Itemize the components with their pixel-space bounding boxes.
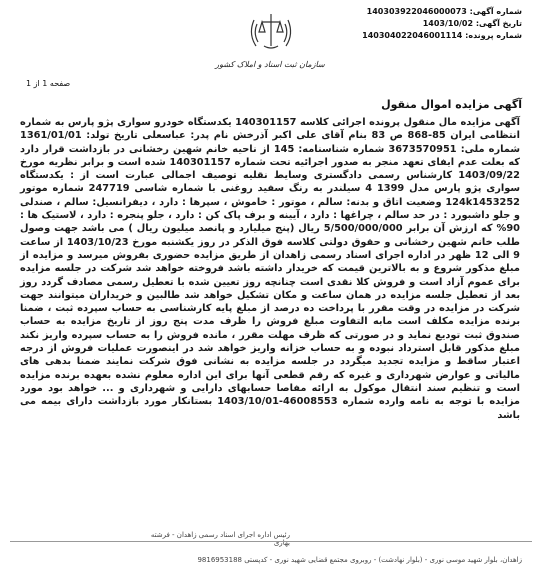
ad-date-label: تاریخ آگهی: (475, 19, 522, 28)
ad-number-value: 140303922046000073 (366, 7, 467, 16)
page-number: صفحه 1 از 1 (26, 79, 71, 88)
organization-name: سازمان ثبت اسناد و املاک کشور (215, 60, 325, 69)
judiciary-emblem-icon (196, 6, 346, 86)
signature-label: رئیس اداره اجرای اسناد رسمی زاهدان - فرشته بهاری (150, 531, 290, 547)
notice-title: آگهی مزایده اموال منقول (381, 98, 522, 111)
footer-divider (10, 541, 532, 542)
case-number-label: شماره پرونده: (465, 31, 522, 40)
notice-body: آگهی مزایده مال منقول پرونده اجرائی کلاسه 140301157 یکدستگاه خودرو سواری پژو پارس به شماره انتظامی ایران 85-868 ص 83 بنام آقای علی اکبر آذرخش نام پدر: عباسعلی تاریخ تولد: 1361/01/01 شماره ملی: 3673570951 شماره شناسنامه: 145 از ناحیه خانم شهین رخشانی در بازداشت قرار دارد که بعلت عدم ایفای تعهد منجر به صدور اجرائیه تحت شماره 140301157 شده است و برابر نظریه مورخ 1403/09/22 کارشناس رسمی دادگستری وسایط نقلیه توصیف اجمالی عبارت است از : یکدستگاه سواری پژو پارس مدل 1399 4 سیلندر به رنگ سفید روغنی با شماره شاسی 247719 شماره موتور 124k1453252 وضعیت اتاق و بدنه: سالم ، موتور : خاموش ، سپرها : دارد ، دیفرانسیل: سالم ، صندلی و جلو داشبورد : در حد سالم ، چراغها : دارد ، آیینه و برف پاک کن : دارد ، جلو پنجره : دارد ، لاستیک ها : 90% که ارزش آن برابر 5/500/000/000 ریال (پنج میلیارد و پانصد میلیون ریال ) می باشد جهت وصول طلب خانم شهین رخشانی و حقوق دولتی کلاسه فوق الذکر در روز یکشنبه مورخ 1403/10/23 از ساعت 9 الی 12 ظهر در اداره اجرای اسناد رسمی زاهدان از طریق مزایده حضوری بفروش میرسد و مزایده از مبلغ مذکور شروع و به بالاترین قیمت که خریدار داشته باشد فروخته خواهد شد شرکت در جلسه مزایده برای عموم آزاد است و فروش کلا نقدی است چنانچه روز تعیین شده با تعطیل رسمی مصادف گردد روز بعد از تعطیل جلسه مزایده در همان ساعت و مکان تشکیل خواهد شد طالبین و خریداران میتوانند جهت شرکت در مزایده در وقت مقرر با پرداخت ده درصد از مبلغ پایه کارشناسی به حساب سپرده ثبت ، ضمنا برنده مزایده مکلف است مابه التفاوت مبلغ فروش را ظرف مدت پنج روز از تاریخ مزایده به حساب صندوق ثبت تودیع نماید و در صورتی که ظرف مهلت مقرر ، مانده فروش را به حساب سپرده واریز نکند مبلغ مذکور قابل استرداد نبوده و به حساب خزانه واریز خواهد شد در اینصورت عملیات فروش از درجه اعتبار ساقط و مزایده تجدید میگردد در جلسه مزایده به نشانی فوق شرکت نمایند ضمنا بدهی های مالیاتی و عوارض شهرداری و غیره که رقم قطعی آنها برای این اداره معلوم نشده بعهده برنده مزایده است و تنظیم سند انتقال موکول به ارائه مفاصا حسابهای دارایی و شهرداری و ... خواهد بود مورد مزایده با توجه به نامه وارده شماره 46008553-1403/10/01 بستانکار مورد بازداشت دارای بیمه می باشد (20, 117, 521, 421)
ad-number-label: شماره آگهی: (469, 7, 522, 16)
office-address: زاهدان، بلوار شهید موسی نوری - (بلوار نهادشت) - روبروی مجتمع قضایی شهید نوری - کدپستی 9816953188 (197, 556, 522, 564)
ad-date-value: 1403/10/02 (422, 19, 474, 28)
case-number-value: 140304022046001114 (362, 31, 463, 40)
